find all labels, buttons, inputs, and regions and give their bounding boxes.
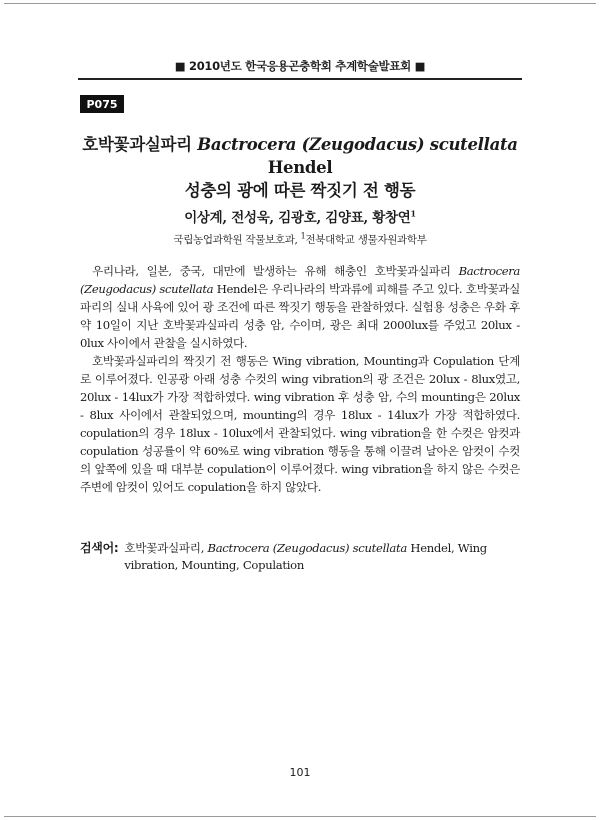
author-names: 이상계, 전성욱, 김광호, 김양표, 황창연 bbox=[184, 210, 411, 226]
affiliation-secondary: 전북대학교 생물자원과학부 bbox=[305, 234, 427, 246]
abstract-paragraph-1 bbox=[80, 262, 520, 352]
keywords-genus: Bactrocera bbox=[207, 541, 270, 555]
abstract bbox=[80, 262, 520, 496]
title-line-1 bbox=[70, 133, 530, 179]
page-top-border bbox=[4, 3, 596, 4]
abstract-species: scutellata bbox=[159, 282, 214, 296]
affiliations bbox=[70, 232, 530, 247]
abstract-p1-text-b: Hendel은 우리나라의 박과류에 피해를 주고 있다. 호박꽃과실파리의 실내 사육에 있어 광 조건에 따른 짝짓기 행동을 관찰하였다. 실험용 성충은 우화 후 약 10일이 지난 호박꽃과실파리 성충 암, 수이며, 광은 최대 2000lux를 주었고 20lux - 0lux 사이에서 관찰을 실시하였다. bbox=[80, 282, 520, 350]
keywords-species: scutellata bbox=[352, 541, 407, 555]
title-korean-name: 호박꽃과실파리 bbox=[82, 135, 198, 154]
keywords-label: 검색어: bbox=[80, 541, 119, 555]
keywords-subgenus: (Zeugodacus) bbox=[272, 541, 350, 555]
abstract-subgenus: (Zeugodacus) bbox=[80, 282, 156, 296]
author-superscript: 1 bbox=[410, 208, 416, 219]
author-list bbox=[70, 206, 530, 226]
page-number: 101 bbox=[289, 766, 311, 779]
title-line-2: 성충의 광에 따른 짝짓기 전 행동 bbox=[184, 181, 416, 200]
keywords-text-b: Hendel, Wing vibration, Mounting, Copulation bbox=[124, 541, 487, 572]
page-bottom-border bbox=[4, 816, 596, 817]
keywords-text-a: 호박꽃과실파리, bbox=[124, 541, 208, 555]
title-author: Hendel bbox=[267, 158, 333, 177]
affiliation-superscript: 1 bbox=[300, 231, 306, 241]
abstract-p1-text-a: 우리나라, 일본, 중국, 대만에 발생하는 유해 해충인 호박꽃과실파리 bbox=[92, 264, 459, 278]
header-rule bbox=[78, 78, 522, 80]
title-subgenus: (Zeugodacus) bbox=[301, 135, 425, 154]
title-genus: Bactrocera bbox=[197, 135, 297, 154]
title-species: scutellata bbox=[429, 135, 518, 154]
running-head: ■ 2010년도 한국응용곤충학회 추계학술발표회 ■ bbox=[174, 59, 426, 73]
abstract-genus: Bactrocera bbox=[458, 264, 520, 278]
affiliation-primary: 국립농업과학원 작물보호과, bbox=[173, 234, 301, 246]
keywords-text bbox=[124, 540, 520, 574]
poster-id-badge: P075 bbox=[80, 95, 124, 113]
abstract-paragraph-2: 호박꽃과실파리의 짝짓기 전 행동은 Wing vibration, Mounting과 Copulation 단계로 이루어졌다. 인공광 아래 성충 수컷의 wing vibration의 광 조건은 20lux - 8lux였고, 20lux - 14lux가 가장 적합하였다. wing vibration 후 성충 암, 수의 mounting은 20lux - 8lux 사이에서 관찰되었으며, mounting의 경우 18lux - 14lux가 가장 적합하였다. copulation의 경우 18lux - 10lux에서 관찰되었다. wing vibration을 한 수컷은 암컷과 copulation 성공률이 약 60%로 wing vibration 행동을 통해 이끌려 날아온 암컷이 수컷의 앞쪽에 있을 때 대부분 copulation이 이루어졌다. wing vibration을 하지 않은 수컷은 주변에 암컷이 있어도 copulation을 하지 않았다. bbox=[80, 354, 520, 494]
paper-title bbox=[70, 133, 530, 202]
keywords-block bbox=[80, 540, 520, 574]
